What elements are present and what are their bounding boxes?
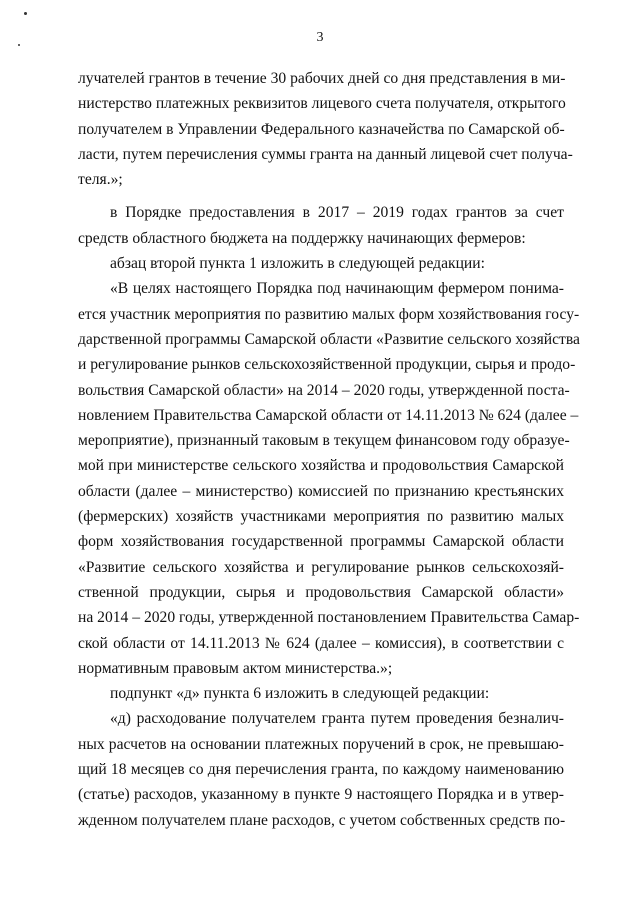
text-line: в Порядке предоставления в 2017 – 2019 годах грантов за счет (110, 204, 564, 222)
text-line: мой при министерстве сельского хозяйства и продовольствия Самарской (78, 457, 564, 475)
text-line: вольствия Самарской области» на 2014 – 2020 годы, утвержденной поста- (78, 381, 570, 399)
text-line: ственной продукции, сырья и продовольствия Самарской области» (78, 583, 564, 601)
text-line: «д) расходование получателем гранта путем проведения безналич- (110, 710, 564, 728)
scan-speck (24, 12, 27, 15)
text-line: (фермерских) хозяйств участниками мероприятия по развитию малых (78, 508, 564, 526)
text-line: мероприятие), признанный таковым в текущем финансовом году образуе- (78, 432, 570, 450)
text-line: (статье) расходов, указанному в пункте 9 настоящего Порядка и в утвер- (78, 786, 564, 804)
text-line: форм хозяйствования государственной программы Самарской области (78, 533, 564, 551)
text-line: нистерство платежных реквизитов лицевого счета получателя, открытого (78, 95, 566, 113)
text-line: дарственной программы Самарской области «Развитие сельского хозяйства (78, 330, 580, 348)
text-line: лучателей грантов в течение 30 рабочих дней со дня представления в ми- (78, 70, 566, 87)
text-line: средств областного бюджета на поддержку начинающих фермеров: (78, 229, 526, 247)
text-line: ской области от 14.11.2013 № 624 (далее – комиссия), в соответствии с (78, 634, 564, 652)
text-line: ных расчетов на основании платежных поручений в срок, не превышаю- (78, 735, 564, 753)
text-line: абзац второй пункта 1 изложить в следующей редакции: (110, 255, 485, 273)
text-line: «Развитие сельского хозяйства и регулирование рынков сельскохозяй- (78, 558, 564, 576)
text-line: теля.»; (78, 171, 123, 189)
text-line: ется участник мероприятия по развитию малых форм хозяйствования госу- (78, 305, 580, 323)
text-line: ласти, путем перечисления суммы гранта на данный лицевой счет получа- (78, 145, 573, 163)
document-body (78, 66, 580, 833)
text-line: новлением Правительства Самарской области от 14.11.2013 № 624 (далее – (78, 406, 579, 424)
text-line: нормативным правовым актом министерства.»; (78, 659, 393, 677)
text-line: щий 18 месяцев со дня перечисления гранта, по каждому наименованию (78, 761, 564, 779)
text-line: «В целях настоящего Порядка под начинающим фермером понима- (110, 280, 564, 298)
text-line: получателем в Управлении Федерального казначейства по Самарской об- (78, 120, 565, 138)
text-line: подпункт «д» пункта 6 изложить в следующей редакции: (110, 685, 490, 703)
text-line: на 2014 – 2020 годы, утвержденной постановлением Правительства Самар- (78, 609, 580, 627)
text-line: области (далее – министерство) комиссией по признанию крестьянских (78, 482, 564, 500)
page-number: 3 (316, 30, 324, 45)
text-line: жденном получателем плане расходов, с учетом собственных средств по- (78, 811, 566, 829)
text-line: и регулирование рынков сельскохозяйственной продукции, сырья и продо- (78, 356, 576, 374)
